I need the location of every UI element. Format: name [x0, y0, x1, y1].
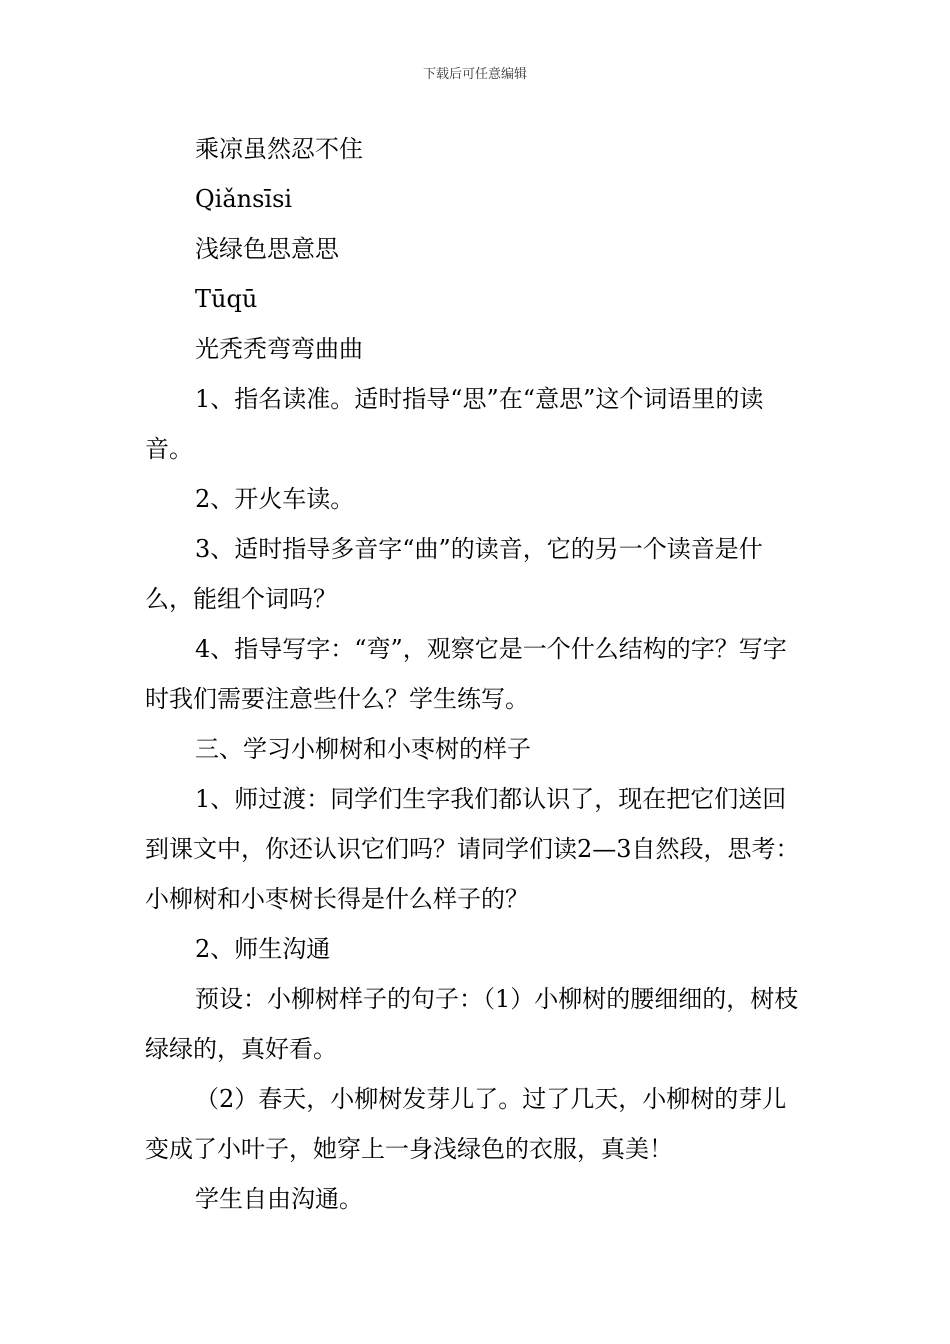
step-1-paragraph: 1、指名读准。适时指导“思”在“意思”这个词语里的读音。 [145, 385, 764, 463]
text-line-1: 乘凉虽然忍不住 [195, 135, 363, 163]
document-body [145, 124, 810, 1224]
preset-paragraph-2: （2）春天，小柳树发芽儿了。过了几天，小柳树的芽儿变成了小叶子，她穿上一身浅绿色的衣服，真美！ [145, 1085, 787, 1163]
closing-paragraph: 学生自由沟通。 [195, 1185, 363, 1213]
preset-paragraph: 预设：小柳树样子的句子：（1）小柳树的腰细细的，树枝绿绿的，真好看。 [145, 985, 799, 1063]
step-3-paragraph: 3、适时指导多音字“曲”的读音，它的另一个读音是什么，能组个词吗？ [145, 535, 763, 613]
step-4-paragraph: 4、指导写字：“弯”，观察它是一个什么结构的字？写字时我们需要注意些什么？学生练写。 [145, 635, 787, 713]
section-three-heading: 三、学习小柳树和小枣树的样子 [195, 735, 531, 763]
pinyin-line-2: Tūqū [195, 285, 258, 313]
pinyin-line-1: Qiǎnsīsi [195, 185, 293, 213]
section-three-step-2: 2、师生沟通 [195, 935, 331, 963]
text-line-2: 浅绿色思意思 [195, 235, 339, 263]
page-header: 下载后可任意编辑 [422, 67, 527, 82]
text-line-3: 光秃秃弯弯曲曲 [195, 335, 363, 363]
section-three-step-1: 1、师过渡：同学们生字我们都认识了，现在把它们送回到课文中，你还认识它们吗？请同学们读2—3自然段，思考：小柳树和小枣树长得是什么样子的？ [145, 785, 800, 913]
step-2-paragraph: 2、开火车读。 [195, 485, 355, 513]
